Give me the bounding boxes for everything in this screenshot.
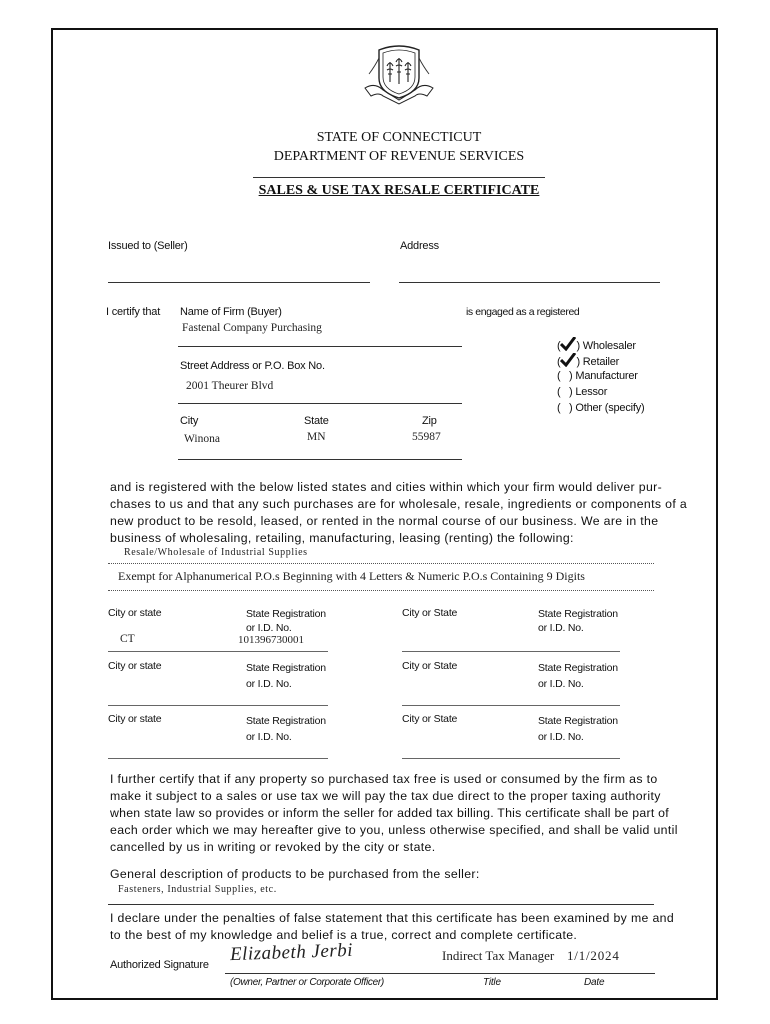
- registration-type-retailer[interactable]: [557, 353, 619, 368]
- business-dotted-rule: [108, 590, 654, 591]
- registration-type-label: Lessor: [575, 386, 608, 398]
- reg-label-line1: State Registration: [538, 715, 618, 727]
- state-registration-label: [538, 713, 618, 745]
- registration-type-wholesaler[interactable]: [557, 337, 636, 352]
- registration-type-other[interactable]: [557, 402, 645, 414]
- firm-name-label: Name of Firm (Buyer): [180, 306, 282, 318]
- seller-address-field[interactable]: [399, 282, 660, 283]
- reg-label-line1: State Registration: [246, 715, 326, 727]
- state-name: STATE OF CONNECTICUT: [316, 130, 482, 145]
- registration-statement-line: chases to us and that any such purchases are for wholesale, resale, ingredients or components of a: [110, 497, 688, 511]
- registration-statement-line: new product to be resold, leased, or rented in the normal course of our business. We are in the: [110, 514, 659, 528]
- city-label: City: [180, 415, 199, 427]
- handwritten-signature[interactable]: Elizabeth Jerbi: [229, 939, 354, 966]
- street-value[interactable]: 2001 Theurer Blvd: [186, 380, 274, 392]
- registration-statement-line: and is registered with the below listed states and cities within which your firm would deliver pur-: [110, 480, 663, 494]
- checkbox-empty: ( ): [557, 370, 573, 382]
- registration-type-label: Wholesaler: [582, 340, 636, 352]
- checkbox-close-paren: ): [576, 356, 580, 368]
- street-line: [178, 403, 462, 404]
- state-registration-label: [246, 607, 326, 635]
- firm-name-line: [178, 346, 462, 347]
- seller-name-field[interactable]: [108, 282, 370, 283]
- registration-type-label: Retailer: [582, 356, 620, 368]
- registration-id-value[interactable]: 101396730001: [238, 634, 304, 646]
- registration-type-lessor[interactable]: [557, 386, 607, 398]
- issued-to-label: Issued to (Seller): [108, 240, 188, 252]
- city-value[interactable]: Winona: [184, 433, 220, 445]
- zip-value[interactable]: 55987: [412, 431, 441, 443]
- city-or-state-label: City or State: [402, 660, 458, 672]
- state-registration-label: [538, 660, 618, 692]
- registration-row-line: [108, 651, 328, 652]
- title-rule-top: [253, 177, 545, 178]
- further-certify-line: cancelled by us in writing or revoked by the city or state.: [110, 840, 436, 854]
- reg-label-line1: State Registration: [538, 662, 618, 674]
- state-registration-label: [246, 713, 326, 745]
- checkmark-icon: [560, 337, 576, 351]
- signature-line: [225, 973, 655, 974]
- signer-title-value[interactable]: Indirect Tax Manager: [442, 948, 555, 963]
- business-dotted-rule: [108, 563, 654, 564]
- registration-statement-line: business of wholesaling, retailing, manufacturing, leasing (renting) the following:: [110, 531, 574, 545]
- business-description-line1[interactable]: Resale/Wholesale of Industrial Supplies: [124, 547, 308, 558]
- declaration-line: I declare under the penalties of false statement that this certificate has been examined by me and: [110, 911, 675, 925]
- further-certify-line: each order which we may hereafter give to you, unless otherwise specified, and shall be valid until: [110, 823, 678, 837]
- state-seal-logo: [361, 44, 437, 106]
- signature-date-value[interactable]: 1/1/2024: [567, 948, 620, 963]
- registration-row-line: [402, 758, 620, 759]
- declaration-line: to the best of my knowledge and belief is a true, correct and complete certificate.: [110, 928, 578, 942]
- registration-type-label: Manufacturer: [575, 370, 638, 382]
- form-title: SALES & USE TAX RESALE CERTIFICATE: [258, 183, 540, 198]
- checkbox-open-paren: (: [557, 356, 561, 368]
- city-line: [178, 459, 462, 460]
- business-description-line2[interactable]: Exempt for Alphanumerical P.O.s Beginning with 4 Letters & Numeric P.O.s Containing 9 Digits: [118, 569, 585, 583]
- address-label: Address: [400, 240, 439, 252]
- registration-type-label: Other (specify): [575, 402, 645, 414]
- registration-row-line: [402, 651, 620, 652]
- city-or-state-label: City or state: [108, 607, 162, 619]
- city-or-state-label: City or state: [108, 713, 162, 725]
- state-registration-label: [246, 660, 326, 692]
- registration-row-line: [108, 705, 328, 706]
- checkbox-empty: ( ): [557, 402, 573, 414]
- products-line: [108, 904, 654, 905]
- certify-label: I certify that: [106, 306, 161, 318]
- checkmark-icon: [560, 353, 576, 367]
- reg-label-line2: or I.D. No.: [246, 678, 292, 690]
- reg-label-line1: State Registration: [246, 608, 326, 620]
- reg-label-line2: or I.D. No.: [538, 622, 584, 634]
- reg-label-line2: or I.D. No.: [246, 731, 292, 743]
- firm-name-value[interactable]: Fastenal Company Purchasing: [182, 322, 322, 334]
- further-certify-line: when state law so provides or inform the seller for added tax billing. This certificate shall be part of: [110, 806, 669, 820]
- products-description-value[interactable]: Fasteners, Industrial Supplies, etc.: [118, 884, 277, 895]
- street-label: Street Address or P.O. Box No.: [180, 360, 325, 372]
- state-label: State: [304, 415, 329, 427]
- checkbox-open-paren: (: [557, 340, 561, 352]
- city-or-state-label: City or State: [402, 607, 458, 619]
- title-caption: Title: [483, 977, 501, 988]
- city-or-state-label: City or State: [402, 713, 458, 725]
- products-description-label: General description of products to be purchased from the seller:: [110, 867, 480, 881]
- reg-label-line2: or I.D. No.: [538, 678, 584, 690]
- zip-label: Zip: [422, 415, 437, 427]
- reg-label-line1: State Registration: [538, 608, 618, 620]
- city-or-state-label: City or state: [108, 660, 162, 672]
- authorized-signature-label: Authorized Signature: [110, 959, 209, 971]
- registration-city-value[interactable]: CT: [120, 633, 135, 645]
- registration-row-line: [402, 705, 620, 706]
- registration-row-line: [108, 758, 328, 759]
- further-certify-line: make it subject to a sales or use tax we will pay the tax due direct to the proper taxing authority: [110, 789, 661, 803]
- checkbox-empty: ( ): [557, 386, 573, 398]
- further-certify-line: I further certify that if any property so purchased tax free is used or consumed by the firm as to: [110, 772, 658, 786]
- signer-caption: (Owner, Partner or Corporate Officer): [230, 977, 384, 988]
- reg-label-line1: State Registration: [246, 662, 326, 674]
- reg-label-line2: or I.D. No.: [246, 622, 292, 634]
- state-registration-label: [538, 607, 618, 635]
- date-caption: Date: [584, 977, 605, 988]
- engaged-label: is engaged as a registered: [466, 306, 580, 318]
- state-value[interactable]: MN: [307, 431, 326, 443]
- registration-type-manufacturer[interactable]: [557, 370, 638, 382]
- checkbox-close-paren: ): [576, 340, 580, 352]
- department-name: DEPARTMENT OF REVENUE SERVICES: [273, 149, 525, 164]
- reg-label-line2: or I.D. No.: [538, 731, 584, 743]
